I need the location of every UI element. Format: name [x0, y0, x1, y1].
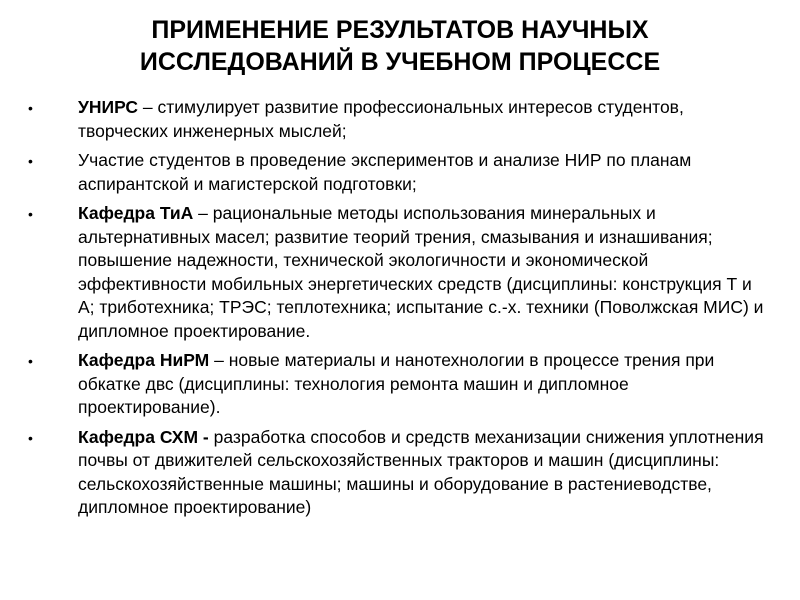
- bullet-icon: •: [28, 353, 33, 369]
- bullet-text: – новые материалы и нанотехнологии в процессе трения при обкатке двс (дисциплины: технология ремонта машин и дипломное проектирование).: [78, 350, 715, 417]
- bullet-item-kafedra-nirm: [0, 349, 800, 420]
- slide-title-line-1: ПРИМЕНЕНИЕ РЕЗУЛЬТАТОВ НАУЧНЫХ: [151, 16, 649, 44]
- bullet-icon: •: [28, 206, 33, 222]
- slide-title-line-2: ИССЛЕДОВАНИЙ В УЧЕБНОМ ПРОЦЕССЕ: [139, 48, 661, 76]
- bullet-text: – стимулирует развитие профессиональных интересов студентов, творческих инженерных мыслей;: [78, 97, 684, 141]
- bullet-lead: Кафедра СХМ -: [78, 426, 209, 447]
- bullet-item-kafedra-shm: [0, 426, 800, 520]
- bullet-lead: Кафедра ТиА: [78, 203, 194, 223]
- bullet-lead: Кафедра НиРМ: [78, 350, 210, 370]
- bullet-text: – рациональные методы использования минеральных и альтернативных масел; развитие теорий трения, смазывания и изнашивания; повышение надежности, технической экологичности и экономической эффективности мобильных энергетических средств (дисциплины: конструкция Т и А; триботехника; ТРЭС; теплотехника; испытание с.-х. техники (Поволжская МИС) и дипломное проектирование.: [78, 203, 764, 341]
- bullet-item-unirs: [0, 96, 800, 143]
- bullet-icon: •: [28, 153, 33, 169]
- bullet-icon: •: [28, 100, 33, 116]
- bullet-item-kafedra-tia: [0, 202, 800, 343]
- slide-title: [40, 14, 760, 78]
- bullet-text: Участие студентов в проведение экспериментов и анализе НИР по планам аспирантской и магистерской подготовки;: [78, 150, 692, 194]
- bullet-icon: •: [28, 429, 33, 446]
- bullet-list: [0, 96, 800, 526]
- bullet-text: разработка способов и средств механизации снижения уплотнения почвы от движителей сельскохозяйственных тракторов и машин (дисциплины: сельскохозяйственные машины; машины и оборудование в растениеводстве, дипломное проектирование): [78, 426, 764, 517]
- bullet-item-students: [0, 149, 800, 196]
- bullet-lead: УНИРС: [78, 97, 138, 117]
